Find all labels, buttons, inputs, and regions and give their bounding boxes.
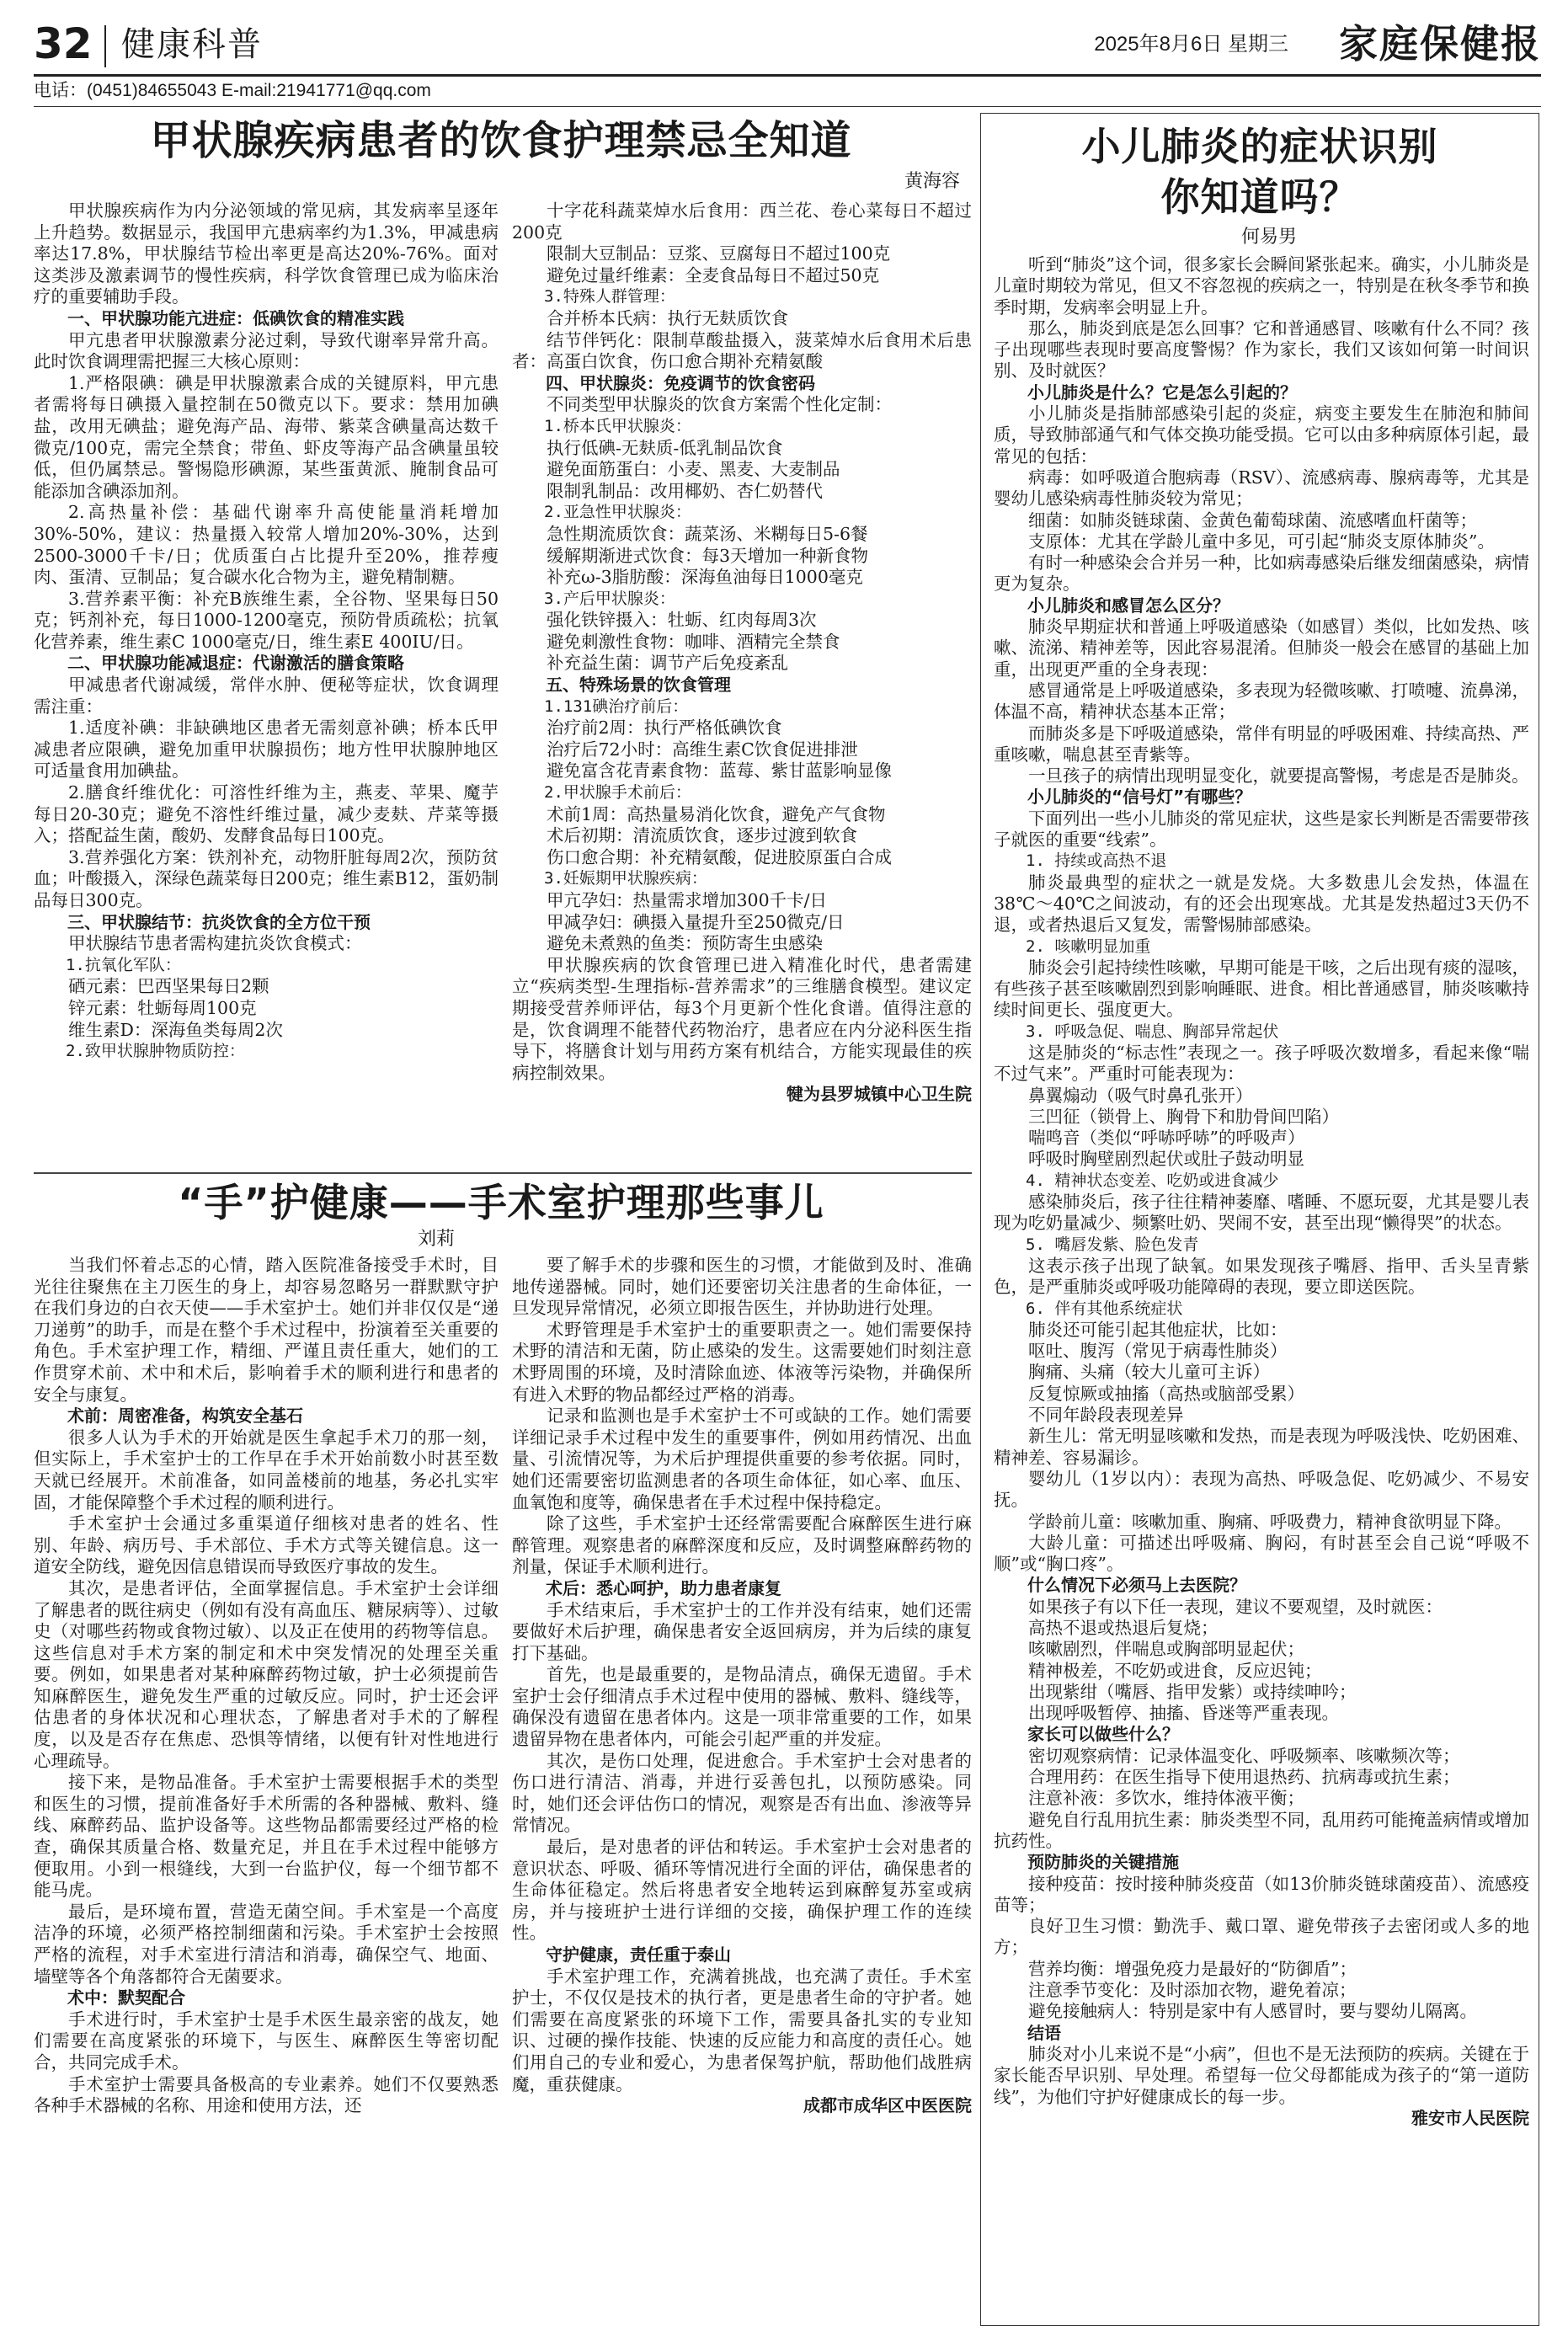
list-heading: 1.桥本氏甲状腺炎：	[544, 416, 691, 435]
paragraph: 密切观察病情：记录体温变化、呼吸频率、咳嗽频次等；	[1028, 1745, 1460, 1766]
article3-author: 何易男	[1240, 227, 1297, 248]
article1-author: 黄海容	[904, 171, 960, 192]
paragraph: 甲减孕妇：碘摄入量提升至250微克/日	[547, 911, 845, 932]
paragraph: 下面列出一些小儿肺炎的常见症状，这些是家长判断是否需要带孩子就医的重要“线索”。	[994, 808, 1529, 851]
paragraph: 其次，是伤口处理，促进愈合。手术室护士会对患者的伤口进行清洁、消毒，并进行妥善包扎，以预防感染。同时，她们还会评估伤口的情况，观察是否有出血、渗液等异常情况。	[512, 1750, 972, 1836]
article2-title: “手”护健康——手术室护理那些事儿	[178, 1180, 824, 1225]
paragraph: 营养均衡：增强免疫力是最好的“防御盾”；	[1028, 1958, 1357, 1979]
subheading: 术中：默契配合	[67, 1987, 185, 2009]
subheading: 结语	[1027, 2022, 1061, 2043]
paragraph: 小儿肺炎是指肺部感染引起的炎症，病变主要发生在肺泡和肺间质，导致肺部通气和气体交换功能受损。它可以由多种病原体引起，最常见的包括：	[994, 403, 1529, 467]
paragraph: 缓解期渐进式饮食：每3天增加一种新食物	[547, 545, 869, 566]
paragraph: 3.营养素平衡：补充B族维生素，全谷物、坚果每日50克；钙剂补充，每日1000-1200毫克，预防骨质疏松；抗氧化营养素，维生素C 1000毫克/日，维生素E 400IU/日。	[34, 588, 499, 652]
paragraph: 精神极差，不吃奶或进食，反应迟钝；	[1028, 1660, 1322, 1681]
paragraph: 反复惊厥或抽搐（高热或脑部受累）	[1028, 1383, 1304, 1404]
article3-body	[994, 254, 1529, 2318]
contact-rule	[34, 106, 1541, 107]
paragraph: 甲亢孕妇：热量需求增加300千卡/日	[547, 890, 828, 910]
paragraph: 硒元素：巴西坚果每日2颗	[68, 976, 269, 997]
paragraph: 咳嗽剧烈，伴喘息或胸部明显起伏；	[1028, 1639, 1304, 1660]
source-attribution: 雅安市人民医院	[1411, 2107, 1529, 2128]
paragraph: 肺炎对小儿来说不是“小病”，但也不是无法预防的疾病。关键在于家长能否早识别、早处理。希望每一位父母都能成为孩子的“第一道防线”，为他们守护好健康成长的每一步。	[994, 2043, 1529, 2107]
subheading: 术前：周密准备，构筑安全基石	[67, 1406, 303, 1427]
subheading: 小儿肺炎是什么？它是怎么引起的？	[1027, 381, 1297, 403]
article2-author: 刘莉	[417, 1229, 455, 1250]
list-heading: 3.妊娠期甲状腺疾病：	[544, 869, 707, 888]
article-separator	[34, 1172, 972, 1174]
paragraph: 手术进行时，手术室护士是手术医生最亲密的战友，她们需要在高度紧张的环境下，与医生、麻醉医生等密切配合，共同完成手术。	[34, 2009, 499, 2073]
paragraph: 其次，是患者评估，全面掌握信息。手术室护士会详细了解患者的既往病史（例如有没有高血压、糖尿病等）、过敏史（对哪些药物或食物过敏）、以及正在使用的药物等信息。这些信息对手术方案的制定和术中突发情况的处理至关重要。例如，如果患者对某种麻醉药物过敏，护士必须提前告知麻醉医生，避免发生严重的过敏反应。同时，护士还会评估患者的身体状况和心理状态，了解患者对手术的了解程度，以及是否存在焦虑、恐惧等情绪，以便有针对性地进行心理疏导。	[34, 1577, 499, 1771]
paragraph: 甲状腺疾病的饮食管理已进入精准化时代，患者需建立“疾病类型-生理指标-营养需求”的三维膳食模型。建议定期接受营养师评估，每3个月更新个性化食谱。值得注意的是，饮食调理不能替代药物治疗，患者应在内分泌科医生指导下，将膳食计划与用药方案有机结合，方能实现最佳的疾病控制效果。	[512, 954, 972, 1083]
paragraph: 锌元素：牡蛎每周100克	[68, 997, 257, 1018]
paragraph: 手术结束后，手术室护士的工作并没有结束，她们还需要做好术后护理，确保患者安全返回病房，并为后续的康复打下基础。	[512, 1599, 972, 1663]
article2-column-1	[34, 1255, 499, 2326]
paragraph: 治疗前2周：执行严格低碘饮食	[547, 718, 782, 739]
paragraph: 喘鸣音（类似“呼哧呼哧”的呼吸声）	[1028, 1128, 1305, 1149]
paragraph: 病毒：如呼吸道合胞病毒（RSV）、流感病毒、腺病毒等，尤其是婴幼儿感染病毒性肺炎较为常见；	[994, 467, 1529, 509]
paragraph: 肺炎会引起持续性咳嗽，早期可能是干咳，之后出现有痰的湿咳，有些孩子甚至咳嗽剧烈到影响睡眠、进食。相比普通感冒，肺炎咳嗽持续时间更长、强度更大。	[994, 957, 1529, 1021]
paragraph: 支原体：尤其在学龄儿童中多见，可引起“肺炎支原体肺炎”。	[1028, 531, 1495, 552]
subheading: 四、甲状腺炎：免疫调节的饮食密码	[546, 372, 815, 393]
paragraph: 那么，肺炎到底是怎么回事？它和普通感冒、咳嗽有什么不同？孩子出现哪些表现时要高度警惕？作为家长，我们又该如何第一时间识别、及时就医？	[994, 317, 1529, 381]
list-heading: 1. 持续或高热不退	[1026, 851, 1167, 871]
paragraph: 1.严格限碘：碘是甲状腺激素合成的关键原料，甲亢患者需将每日碘摄入量控制在50微克以下。要求：禁用加碘盐，改用无碘盐；避免海产品、海带、紫菜含碘量高达数千微克/100克，需完全禁食；带鱼、虾皮等海产品含碘量虽较低，但仍属禁忌。警惕隐形碘源，某些蛋黄派、腌制食品可能添加含碘添加剂。	[34, 372, 499, 501]
paragraph: 结节伴钙化：限制草酸盐摄入，菠菜焯水后食用术后患者：高蛋白饮食，伤口愈合期补充精氨酸	[512, 329, 972, 372]
paragraph: 大龄儿童：可描述出呼吸痛、胸闷，有时甚至会自己说“呼吸不顺”或“胸口疼”。	[994, 1532, 1529, 1575]
paragraph: 避免自行乱用抗生素：肺炎类型不同，乱用药可能掩盖病情或增加抗药性。	[994, 1809, 1529, 1851]
list-heading: 3. 呼吸急促、喘息、胸部异常起伏	[1026, 1022, 1279, 1041]
source-attribution: 成都市成华区中医医院	[803, 2095, 972, 2116]
paragraph: 避免面筋蛋白：小麦、黑麦、大麦制品	[547, 459, 840, 480]
list-heading: 4. 精神状态变差、吃奶或进食减少	[1026, 1171, 1279, 1190]
paragraph: 急性期流质饮食：蔬菜汤、米糊每日5-6餐	[547, 523, 868, 544]
paragraph: 听到“肺炎”这个词，很多家长会瞬间紧张起来。确实，小儿肺炎是儿童时期较为常见，但又不容忽视的疾病之一，特别是在秋冬季节和换季时期，发病率会明显上升。	[994, 254, 1529, 317]
paragraph: 合理用药：在医生指导下使用退热药、抗病毒或抗生素；	[1028, 1767, 1460, 1788]
subheading: 二、甲状腺功能减退症：代谢激活的膳食策略	[67, 653, 404, 674]
subheading: 术后：悉心呵护，助力患者康复	[546, 1577, 781, 1598]
paragraph: 甲减患者代谢减缓，常伴水肿、便秘等症状，饮食调理需注重：	[34, 675, 499, 717]
paragraph: 避免接触病人：特别是家中有人感冒时，要与婴幼儿隔离。	[1028, 2001, 1477, 2022]
subheading: 五、特殊场景的饮食管理	[546, 675, 731, 696]
paragraph: 很多人认为手术的开始就是医生拿起手术刀的那一刻，但实际上，手术室护士的工作早在手术开始前数小时甚至数天就已经展开。术前准备，如同盖楼前的地基，务必扎实牢固，才能保障整个手术过程的顺利进行。	[34, 1427, 499, 1512]
paragraph: 而肺炎多是下呼吸道感染，常伴有明显的呼吸困难、持续高热、严重咳嗽，喘息甚至青紫等。	[994, 723, 1529, 765]
paragraph: 鼻翼煽动（吸气时鼻孔张开）	[1028, 1085, 1253, 1106]
subheading: 预防肺炎的关键措施	[1027, 1852, 1179, 1873]
list-heading: 3.特殊人群管理：	[544, 287, 675, 307]
paragraph: 除了这些，手术室护士还经常需要配合麻醉医生进行麻醉管理。观察患者的麻醉深度和反应，及时调整麻醉药物的剂量，保证手术顺利进行。	[512, 1513, 972, 1577]
subheading: 小儿肺炎的“信号灯”有哪些？	[1027, 787, 1252, 808]
article1-column-1	[34, 200, 499, 1162]
paragraph: 呼吸时胸壁剧烈起伏或肚子鼓动明显	[1028, 1149, 1304, 1170]
subheading: 小儿肺炎和感冒怎么区分？	[1027, 595, 1229, 616]
source-attribution: 犍为县罗城镇中心卫生院	[787, 1084, 972, 1105]
masthead-rule	[34, 74, 1541, 77]
paragraph: 胸痛、头痛（较大儿童可主诉）	[1028, 1362, 1270, 1383]
paragraph: 合并桥本氏病：执行无麸质饮食	[547, 307, 788, 328]
list-heading: 1.抗氧化军队：	[66, 955, 181, 974]
issue-date: 2025年8月6日 星期三	[1094, 33, 1288, 56]
list-heading: 2. 咳嗽明显加重	[1026, 936, 1151, 956]
list-heading: 6. 伴有其他系统症状	[1026, 1299, 1183, 1318]
paragraph: 伤口愈合期：补充精氨酸，促进胶原蛋白合成	[547, 846, 892, 867]
paragraph: 这是肺炎的“标志性”表现之一。孩子呼吸次数增多，看起来像“喘不过气来”。严重时可能表现为：	[994, 1042, 1529, 1085]
paragraph: 2.高热量补偿：基础代谢率升高使能量消耗增加30%-50%，建议：热量摄入较常人增加20%-30%，达到2500-3000千卡/日；优质蛋白占比提升至20%，推荐瘦肉、蛋清、豆制品；复合碳水化合物为主，避免精制糖。	[34, 502, 499, 588]
paragraph: 甲状腺结节患者需构建抗炎饮食模式：	[68, 933, 362, 954]
paragraph: 最后，是对患者的评估和转运。手术室护士会对患者的意识状态、呼吸、循环等情况进行全面的评估，确保患者的生命体征稳定。然后将患者安全地转运到麻醉复苏室或病房，并与接班护士进行详细的交接，确保护理工作的连续性。	[512, 1837, 972, 1944]
article2-column-2	[512, 1255, 972, 2326]
paragraph: 术野管理是手术室护士的重要职责之一。她们需要保持术野的清洁和无菌，防止感染的发生。这需要她们时刻注意术野周围的环境，及时清除血迹、体液等污染物，并确保所有进入术野的物品都经过严格的消毒。	[512, 1319, 972, 1405]
paragraph: 有时一种感染会合并另一种，比如病毒感染后继发细菌感染，病情更为复杂。	[994, 552, 1529, 595]
subheading: 家长可以做些什么？	[1027, 1724, 1179, 1745]
paragraph: 限制乳制品：改用椰奶、杏仁奶替代	[547, 480, 823, 501]
paragraph: 1.适度补碘：非缺碘地区患者无需刻意补碘；桥本氏甲减患者应限碘，避免加重甲状腺损伤；地方性甲状腺肿地区可适量食用加碘盐。	[34, 718, 499, 782]
paragraph: 肺炎最典型的症状之一就是发烧。大多数患儿会发热，体温在38℃～40℃之间波动，有的还会出现寒战。尤其是发热超过3天仍不退，或者热退后又复发，需警惕肺部感染。	[994, 872, 1529, 936]
paragraph: 肺炎还可能引起其他症状，比如：	[1028, 1319, 1288, 1340]
paragraph: 手术室护理工作，充满着挑战，也充满了责任。手术室护士，不仅仅是技术的执行者，更是患者生命的守护者。她们需要在高度紧张的环境下工作，需要具备扎实的专业知识、过硬的操作技能、快速的反应能力和高度的责任心。她们用自己的专业和爱心，为患者保驾护航，帮助他们战胜病魔，重获健康。	[512, 1966, 972, 2094]
list-heading: 1.131碘治疗前后：	[544, 696, 689, 716]
subheading: 三、甲状腺结节：抗炎饮食的全方位干预	[67, 911, 371, 932]
paragraph: 手术室护士会通过多重渠道仔细核对患者的姓名、性别、年龄、病历号、手术部位、手术方式等关键信息。这一道安全防线，避免因信息错误而导致医疗事故的发生。	[34, 1513, 499, 1577]
paragraph: 感染肺炎后，孩子往往精神萎靡、嗜睡、不愿玩耍，尤其是婴儿表现为吃奶量减少、频繁吐奶、哭闹不安，甚至出现“懒得哭”的状态。	[994, 1192, 1529, 1234]
paragraph: 治疗后72小时：高维生素C饮食促进排泄	[547, 739, 858, 760]
section-title: 健康科普	[121, 25, 263, 64]
paragraph: 避免刺激性食物：咖啡、酒精完全禁食	[547, 631, 840, 652]
paragraph: 如果孩子有以下任一表现，建议不要观望，及时就医：	[1028, 1596, 1443, 1617]
paragraph: 补充ω-3脂肪酸：深海鱼油每日1000毫克	[547, 567, 863, 588]
paragraph: 手术室护士需要具备极高的专业素养。她们不仅要熟悉各种手术器械的名称、用途和使用方法，还	[34, 2073, 499, 2116]
article3-title-line1: 小儿肺炎的症状识别	[1081, 124, 1438, 169]
paragraph: 呕吐、腹泻（常见于病毒性肺炎）	[1028, 1341, 1288, 1362]
contact-info: 电话：(0451)84655043 E-mail:21941771@qq.com	[34, 81, 431, 100]
paragraph: 学龄前儿童：咳嗽加重、胸痛、呼吸费力，精神食欲明显下降。	[1028, 1511, 1512, 1532]
list-heading: 5. 嘴唇发紫、脸色发青	[1026, 1235, 1199, 1254]
paragraph: 要了解手术的步骤和医生的习惯，才能做到及时、准确地传递器械。同时，她们还要密切关注患者的生命体征，一旦发现异常情况，必须立即报告医生，并协助进行处理。	[512, 1255, 972, 1319]
paragraph: 3.营养强化方案：铁剂补充，动物肝脏每周2次，预防贫血；叶酸摄入，深绿色蔬菜每日200克；维生素B12，蛋奶制品每日300克。	[34, 846, 499, 910]
paragraph: 细菌：如肺炎链球菌、金黄色葡萄球菌、流感嗜血杆菌等；	[1028, 509, 1477, 531]
subheading: 什么情况下必须马上去医院？	[1027, 1575, 1246, 1596]
paragraph: 注意季节变化：及时添加衣物，避免着凉；	[1028, 1980, 1357, 2001]
paragraph: 术后初期：清流质饮食，逐步过渡到软食	[547, 825, 857, 846]
article3-title-line2: 你知道吗？	[1160, 174, 1359, 220]
paragraph: 一旦孩子的病情出现明显变化，就要提高警惕，考虑是否是肺炎。	[1028, 766, 1529, 787]
paragraph: 执行低碘-无麸质-低乳制品饮食	[547, 437, 783, 458]
paragraph: 当我们怀着忐忑的心情，踏入医院准备接受手术时，目光往往聚焦在主刀医生的身上，却容易忽略另一群默默守护在我们身边的白衣天使——手术室护士。她们并非仅仅是“递刀递剪”的助手，而是在整个手术过程中，扮演着至关重要的角色。手术室护理工作，精细、严谨且责任重大，她们的工作贯穿术前、术中和术后，影响着手术的顺利进行和患者的安全与康复。	[34, 1255, 499, 1405]
paragraph: 甲状腺疾病作为内分泌领域的常见病，其发病率呈逐年上升趋势。数据显示，我国甲亢患病率约为1.3%，甲减患病率达17.8%，甲状腺结节检出率更是高达20%-76%。面对这类涉及激素调节的慢性疾病，科学饮食管理已成为临床治疗的重要辅助手段。	[34, 200, 499, 307]
paragraph: 婴幼儿（1岁以内）：表现为高热、呼吸急促、吃奶减少、不易安抚。	[994, 1468, 1529, 1511]
paragraph: 出现呼吸暂停、抽搐、昏迷等严重表现。	[1028, 1703, 1339, 1724]
paragraph: 最后，是环境布置，营造无菌空间。手术室是一个高度洁净的环境，必须严格控制细菌和污染。手术室护士会按照严格的流程，对手术室进行清洁和消毒，确保空气、地面、墙壁等各个角落都符合无菌要求。	[34, 1901, 499, 1987]
paragraph: 感冒通常是上呼吸道感染，多表现为轻微咳嗽、打喷嚏、流鼻涕，体温不高，精神状态基本正常；	[994, 680, 1529, 723]
paragraph: 避免过量纤维素：全麦食品每日不超过50克	[547, 264, 880, 285]
paragraph: 十字花科蔬菜焯水后食用：西兰花、卷心菜每日不超过200克	[512, 200, 972, 243]
article1-title: 甲状腺疾病患者的饮食护理禁忌全知道	[150, 117, 852, 164]
list-heading: 2.亚急性甲状腺炎：	[544, 503, 691, 522]
list-heading: 3.产后甲状腺炎：	[544, 589, 675, 608]
masthead	[34, 19, 1541, 71]
paragraph: 不同类型甲状腺炎的饮食方案需个性化定制：	[547, 394, 892, 415]
paragraph: 记录和监测也是手术室护士不可或缺的工作。她们需要详细记录手术过程中发生的重要事件，例如用药情况、出血量、引流情况等，为术后护理提供重要的参考依据。同时，她们还需要密切监测患者的各项生命体征，如心率、血压、血氧饱和度等，确保患者在手术过程中保持稳定。	[512, 1406, 972, 1512]
paragraph: 不同年龄段表现差异	[1028, 1405, 1184, 1426]
paragraph: 接种疫苗：按时接种肺炎疫苗（如13价肺炎链球菌疫苗）、流感疫苗等；	[994, 1873, 1529, 1915]
subheading: 一、甲状腺功能亢进症：低碘饮食的精准实践	[67, 307, 404, 328]
paragraph: 高热不退或热退后复烧；	[1028, 1618, 1219, 1638]
paragraph: 三凹征（锁骨上、胸骨下和肋骨间凹陷）	[1028, 1106, 1339, 1127]
article1-column-2	[512, 200, 972, 1162]
paragraph: 这表示孩子出现了缺氧。如果发现孩子嘴唇、指甲、舌头呈青紫色，是严重肺炎或呼吸功能障碍的表现，要立即送医院。	[994, 1255, 1529, 1298]
paragraph: 维生素D：深海鱼类每周2次	[68, 1019, 283, 1040]
paragraph: 出现紫绀（嘴唇、指甲发紫）或持续呻吟；	[1028, 1681, 1357, 1702]
page-number: 32	[34, 19, 93, 68]
paragraph: 甲亢患者甲状腺激素分泌过剩，导致代谢率异常升高。此时饮食调理需把握三大核心原则：	[34, 329, 499, 372]
subheading: 守护健康，责任重于泰山	[546, 1945, 731, 1965]
paragraph: 2.膳食纤维优化：可溶性纤维为主，燕麦、苹果、魔芋每日20-30克；避免不溶性纤维过量，减少麦麸、芹菜等摄入；搭配益生菌，酸奶、发酵食品每日100克。	[34, 782, 499, 846]
list-heading: 2.致甲状腺肿物质防控：	[66, 1042, 245, 1061]
newspaper-brand: 家庭保健报	[1339, 21, 1541, 67]
paragraph: 避免富含花青素食物：蓝莓、紫甘蓝影响显像	[547, 760, 892, 782]
paragraph: 术前1周：高热量易消化饮食，避免产气食物	[547, 803, 886, 824]
masthead-divider	[104, 25, 106, 67]
paragraph: 避免未煮熟的鱼类：预防寄生虫感染	[547, 933, 823, 954]
list-heading: 2.甲状腺手术前后：	[544, 783, 691, 803]
paragraph: 注意补液：多饮水，维持体液平衡；	[1028, 1788, 1304, 1809]
paragraph: 良好卫生习惯：勤洗手、戴口罩、避免带孩子去密闭或人多的地方；	[994, 1916, 1529, 1958]
paragraph: 限制大豆制品：豆浆、豆腐每日不超过100克	[547, 243, 891, 264]
paragraph: 强化铁锌摄入：牡蛎、红肉每周3次	[547, 610, 817, 631]
paragraph: 接下来，是物品准备。手术室护士需要根据手术的类型和医生的习惯，提前准备好手术所需的各种器械、敷料、缝线、麻醉药品、监护设备等。这些物品都需要经过严格的检查，确保其质量合格、数量充足，并且在手术过程中能够方便取用。小到一根缝线，大到一台监护仪，每一个细节都不能马虎。	[34, 1772, 499, 1901]
paragraph: 肺炎早期症状和普通上呼吸道感染（如感冒）类似，比如发热、咳嗽、流涕、精神差等，因此容易混淆。但肺炎一般会在感冒的基础上加重，出现更严重的全身表现：	[994, 616, 1529, 680]
paragraph: 补充益生菌：调节产后免疫紊乱	[547, 653, 788, 674]
paragraph: 首先，也是最重要的，是物品清点，确保无遗留。手术室护士会仔细清点手术过程中使用的器械、敷料、缝线等，确保没有遗留在患者体内。这是一项非常重要的工作，如果遗留异物在患者体内，可能会引起严重的并发症。	[512, 1664, 972, 1750]
paragraph: 新生儿：常无明显咳嗽和发热，而是表现为呼吸浅快、吃奶困难、精神差、容易漏诊。	[994, 1426, 1529, 1468]
